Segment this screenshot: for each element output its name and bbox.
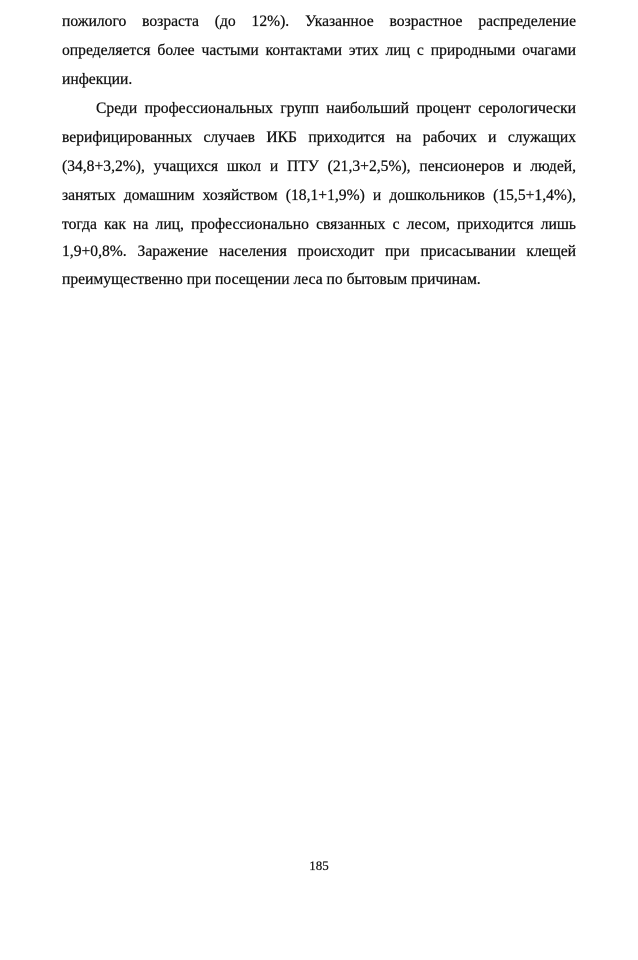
paragraph-2-line-6: 1,9+0,8%. Заражение населения происходит при присасывании клещей bbox=[62, 243, 576, 260]
paragraph-2-line-5: тогда как на лиц, профессионально связанных с лесом, приходится лишь bbox=[62, 216, 576, 233]
paragraph-1-line-2: определяется более частыми контактами этих лиц с природными очагами bbox=[62, 42, 576, 59]
paragraph-1-line-3: инфекции. bbox=[62, 71, 133, 88]
paragraph-2-line-1: Среди профессиональных групп наибольший процент серологически bbox=[96, 100, 576, 117]
paragraph-2-line-2: верифицированных случаев ИКБ приходится на рабочих и служащих bbox=[62, 129, 576, 146]
paragraph-2-line-7: преимущественно при посещении леса по бытовым причинам. bbox=[62, 271, 481, 288]
paragraph-2-line-4: занятых домашним хозяйством (18,1+1,9%) и дошкольников (15,5+1,4%), bbox=[62, 187, 576, 204]
paragraph-2-line-3: (34,8+3,2%), учащихся школ и ПТУ (21,3+2,5%), пенсионеров и людей, bbox=[62, 158, 576, 175]
page-number: 185 bbox=[309, 858, 329, 873]
paragraph-1-line-1: пожилого возраста (до 12%). Указанное возрастное распределение bbox=[62, 13, 576, 30]
